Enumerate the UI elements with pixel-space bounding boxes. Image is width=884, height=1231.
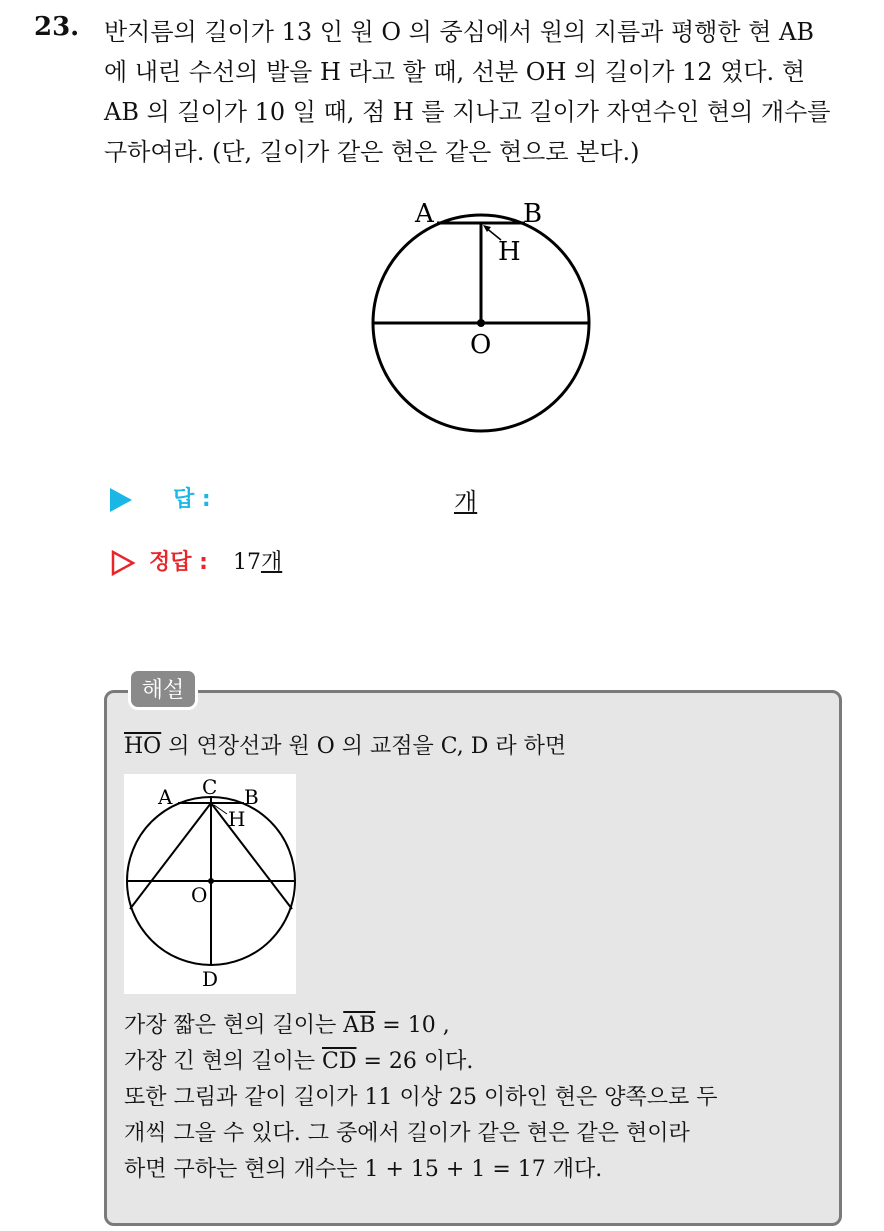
question-line: 구하여라. (단, 길이가 같은 현은 같은 현으로 본다.): [104, 138, 640, 166]
solution-line: [124, 1044, 839, 1080]
segment-ab-label: $\overline{AB}$: [343, 1013, 376, 1038]
question-text: [104, 12, 864, 172]
solution-intro-text: 의 연장선과 원 O 의 교점을 C, D 라 하면: [161, 734, 567, 759]
label-c-2: C: [202, 775, 218, 799]
solution-text: [124, 1008, 839, 1188]
solution-line-text: 가장 긴 현의 길이는: [124, 1049, 322, 1074]
solution-line-text: = 26 이다.: [356, 1049, 474, 1074]
center-point-2: [208, 878, 214, 884]
label-o: O: [470, 330, 492, 360]
solution-tag: 해설: [128, 668, 198, 710]
triangle-outline-icon: [110, 550, 136, 576]
correct-answer-value: 17: [232, 550, 261, 575]
label-b: B: [523, 199, 543, 229]
question-line: 에 내린 수선의 발을 H 라고 할 때, 선분 OH 의 길이가 12 였다. 현: [104, 58, 805, 86]
answer-label: 답 :: [173, 487, 211, 512]
solution-line: [124, 1008, 839, 1044]
triangle-bullet-icon: [110, 488, 132, 512]
correct-answer-label: 정답 :: [149, 550, 208, 575]
solution-line-text: = 10 ,: [375, 1013, 450, 1038]
label-a: A: [415, 199, 434, 229]
label-h: H: [498, 237, 521, 267]
label-b-2: B: [244, 785, 259, 809]
segment-cd-label: $\overline{CD}$: [322, 1049, 357, 1074]
label-d-2: D: [202, 967, 219, 991]
solution-figure: [124, 774, 296, 994]
answer-blank-unit: 개: [454, 488, 478, 516]
segment-ho-label: $\overline{HO}$: [124, 734, 162, 759]
solution-line: 개씩 그을 수 있다. 그 중에서 길이가 같은 현은 같은 현이라: [124, 1121, 690, 1146]
solution-line: 또한 그림과 같이 길이가 11 이상 25 이하인 현은 양쪽으로 두: [124, 1085, 718, 1110]
label-o-2: O: [191, 883, 208, 907]
question-line: AB 의 길이가 10 일 때, 점 H 를 지나고 길이가 자연수인 현의 개수를: [104, 98, 831, 126]
question-line: 반지름의 길이가 13 인 원 O 의 중심에서 원의 지름과 평행한 현 AB: [104, 18, 814, 46]
label-a-2: A: [158, 785, 173, 809]
solution-line-text: 가장 짧은 현의 길이는: [124, 1013, 344, 1038]
correct-answer-row: [110, 545, 282, 576]
center-point: [477, 319, 485, 327]
answer-row: [110, 482, 211, 513]
label-h-2: H: [228, 807, 246, 831]
circle-figure: [355, 190, 605, 440]
question-number: 23.: [34, 12, 80, 42]
correct-answer-unit: 개: [260, 550, 283, 575]
solution-intro: [124, 729, 566, 760]
solution-line: 하면 구하는 현의 개수는 1 + 15 + 1 = 17 개다.: [124, 1157, 603, 1182]
